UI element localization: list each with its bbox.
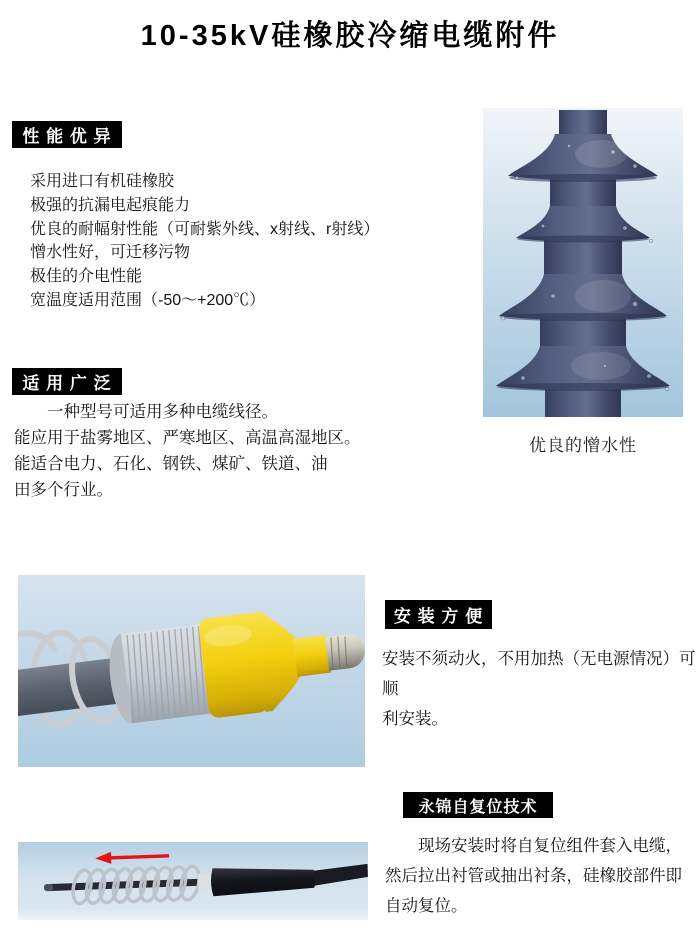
body-line: 利安装。: [382, 710, 448, 728]
ribbed-tube: [105, 624, 213, 725]
self-reset-header: [403, 792, 553, 818]
performance-feature-list: [30, 170, 450, 313]
body-line: 然后拉出衬管或抽出衬条，硅橡胶部件即: [385, 867, 682, 885]
feature-line: 采用进口有机硅橡胶: [30, 173, 175, 190]
installation-header: [385, 600, 492, 629]
body-line: 能应用于盐雾地区、严寒地区、高温高湿地区。: [14, 429, 361, 447]
performance-header: [12, 121, 122, 148]
self-reset-text: [385, 831, 700, 921]
silicone-insulator-photo: [483, 108, 683, 417]
application-header-label: 适 用 广 泛: [22, 374, 112, 393]
body-line: 一种型号可适用多种电缆线径。: [47, 403, 278, 421]
self-reset-header-label: 永锦自复位技术: [418, 798, 538, 816]
feature-line: 憎水性好，可迁移污物: [30, 244, 191, 262]
body-line: 能适合电力、石化、钢铁、煤矿、铁道、油: [14, 455, 328, 473]
spiral-liner-pullout-photo: [18, 842, 368, 920]
feature-line: 优良的耐幅射性能（可耐紫外线、x射线、r射线）: [30, 220, 380, 238]
application-text: [14, 399, 400, 503]
liner-pullout-illustration: [18, 842, 368, 920]
feature-line: 极强的抗漏电起痕能力: [30, 196, 191, 214]
installation-header-label: 安 装 方 便: [393, 607, 484, 626]
cold-shrink-termination-photo: [18, 575, 365, 767]
application-header: [12, 368, 122, 395]
body-line: 安装不须动火，不用加热（无电源情况）可顺: [382, 650, 696, 698]
termination-illustration: [18, 575, 365, 767]
feature-line: 极佳的介电性能: [30, 268, 143, 286]
installation-text: [382, 644, 700, 734]
feature-line: 宽温度适用范围（-50～+200℃）: [30, 291, 266, 309]
insulator-caption: 优良的憎水性: [529, 436, 637, 455]
collar: [198, 873, 214, 891]
insulator-illustration: [483, 108, 683, 417]
body-line: 田多个行业。: [14, 481, 113, 499]
page-title: 10-35kV硅橡胶冷缩电缆附件: [140, 20, 560, 52]
body-line: 自动复位。: [385, 897, 468, 915]
performance-header-label: 性 能 优 异: [22, 127, 112, 146]
body-line: 现场安装时将自复位组件套入电缆，: [418, 837, 682, 855]
